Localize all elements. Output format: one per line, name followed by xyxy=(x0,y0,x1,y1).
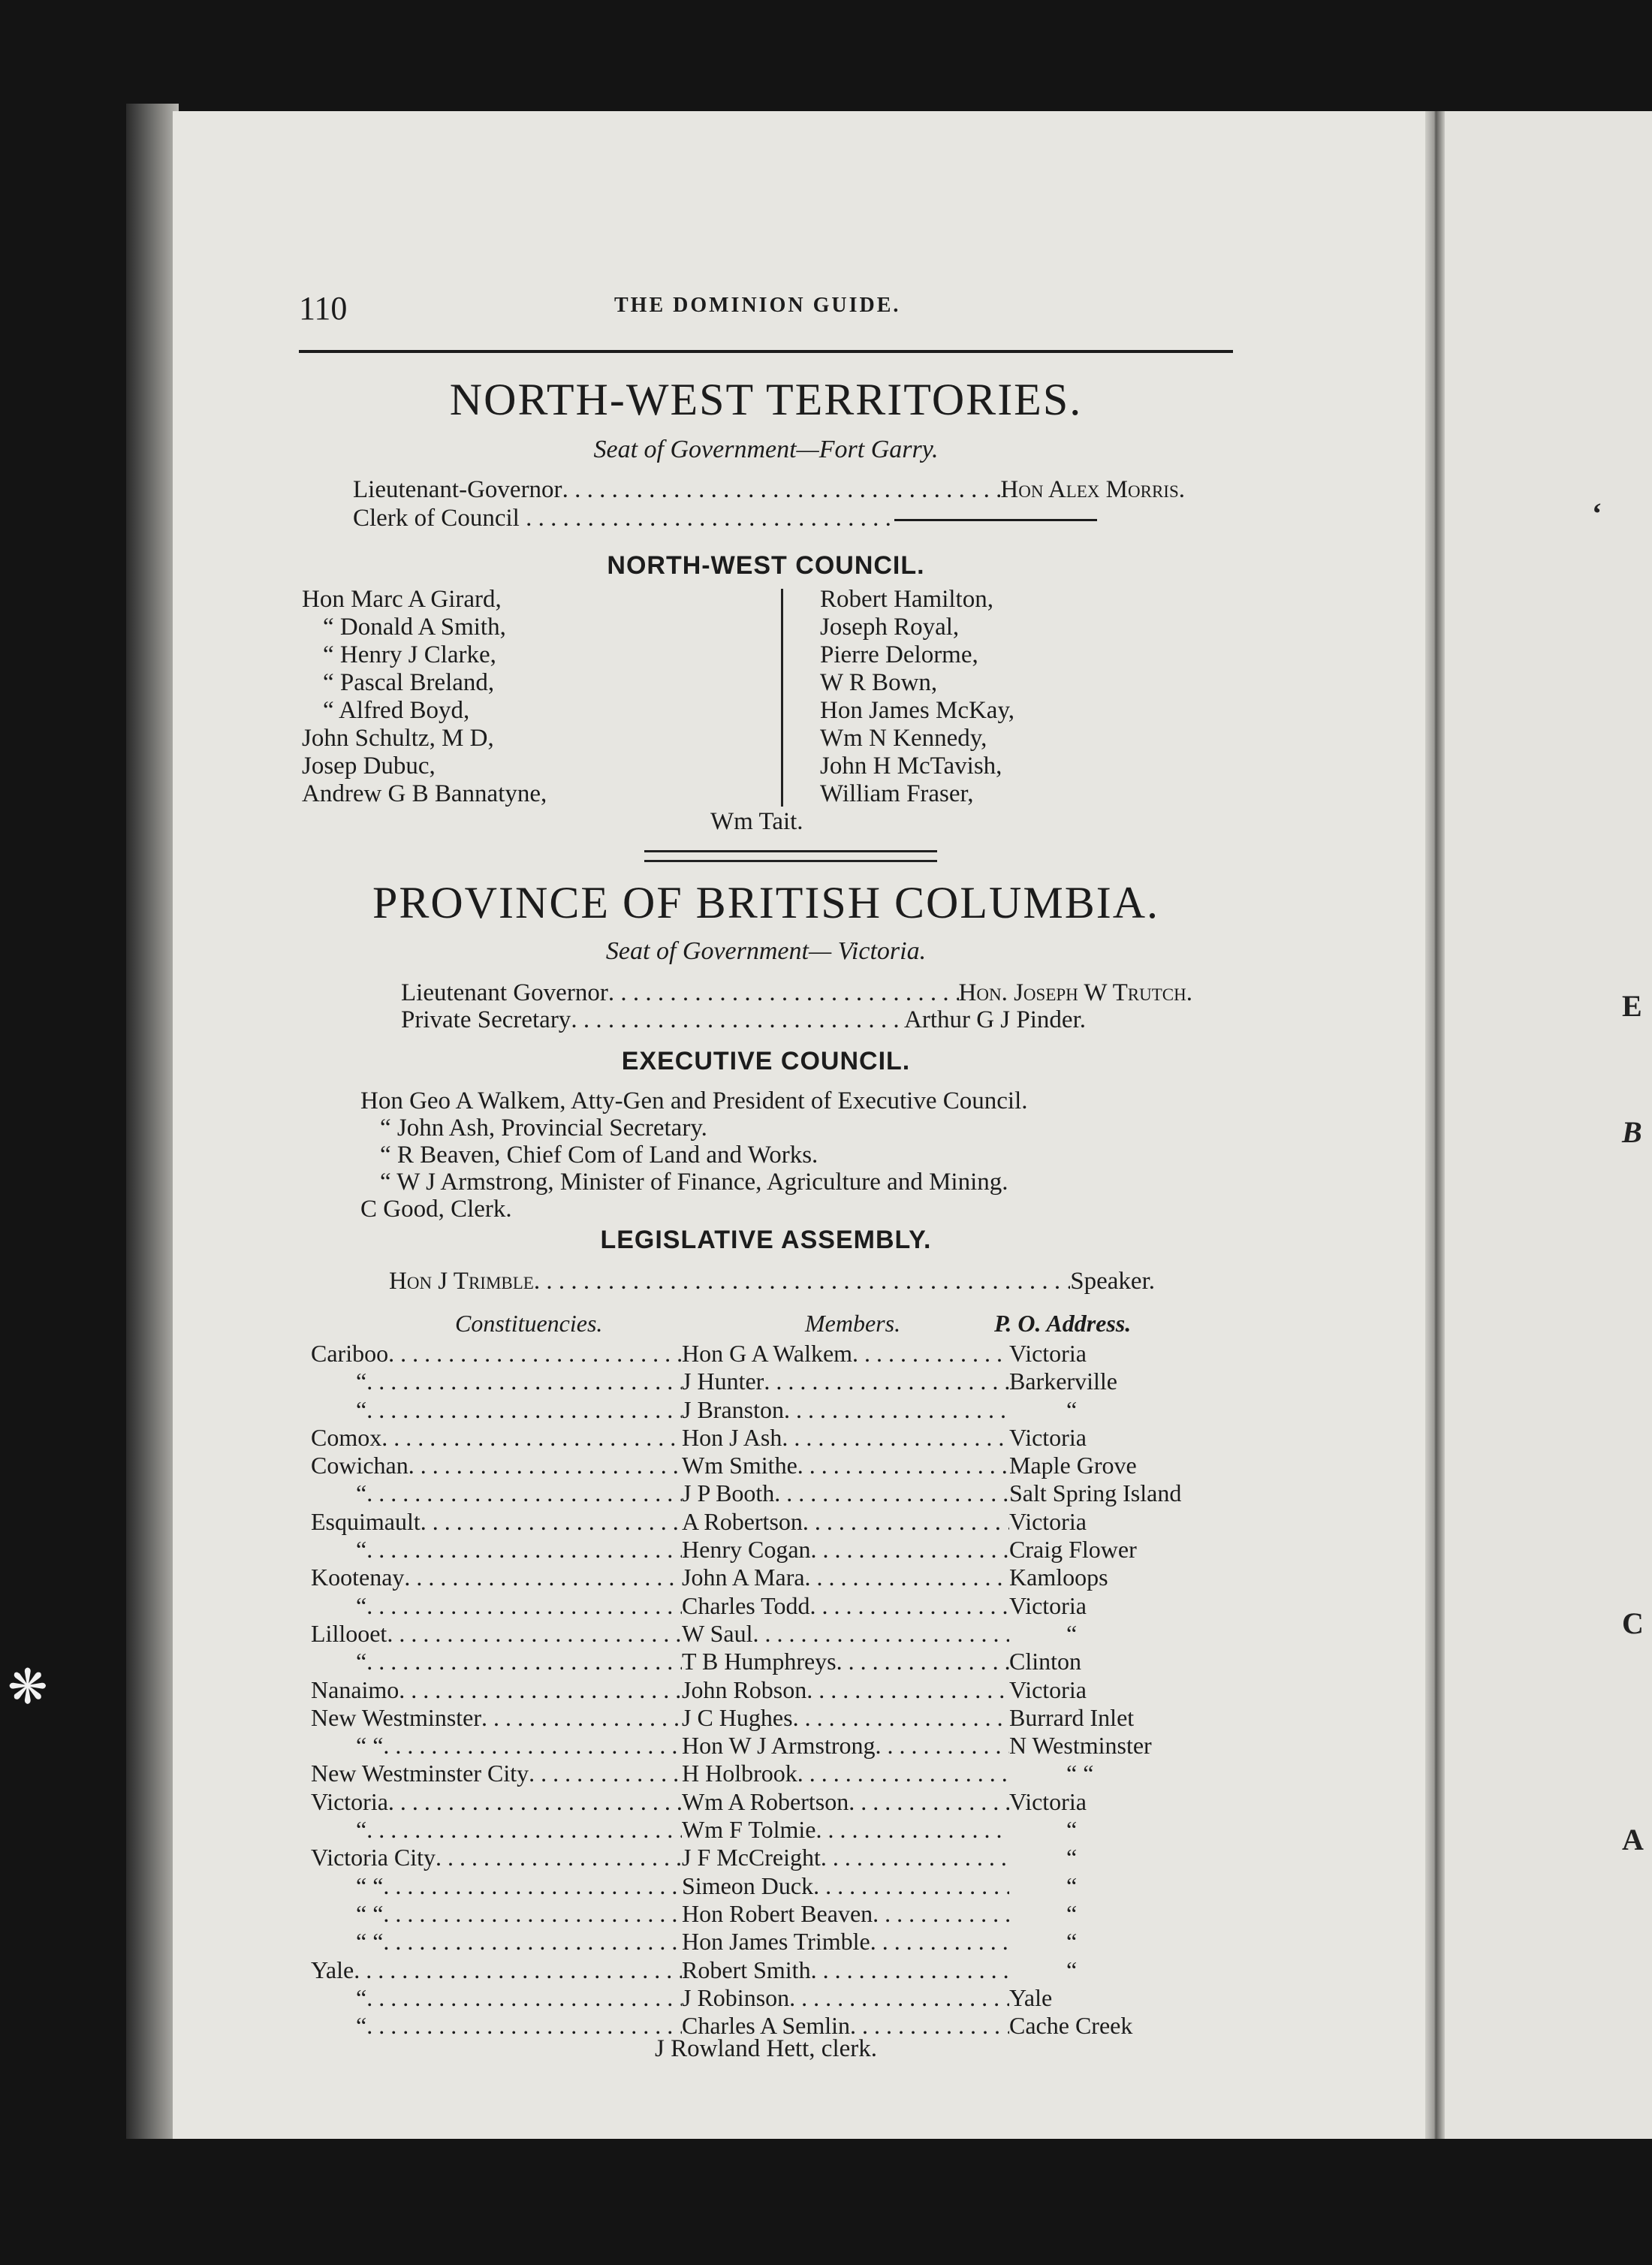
member-name: Henry Cogan xyxy=(682,1536,811,1564)
leader-dots xyxy=(366,1536,682,1564)
member-cell xyxy=(682,1704,1317,1732)
table-row xyxy=(311,1788,1257,1816)
leader-dots xyxy=(421,1508,682,1536)
member-name: Hon Robert Beaven xyxy=(682,1899,873,1927)
council-members-left xyxy=(302,586,547,808)
seat-of-government-nwt: Seat of Government—Fort Garry. xyxy=(593,436,939,463)
constituency-name: “ xyxy=(356,1536,367,1564)
officer-role: Lieutenant Governor xyxy=(401,979,608,1006)
table-row xyxy=(311,1676,1257,1704)
address-cell: “ xyxy=(1066,1928,1078,1956)
member-cell xyxy=(682,1928,1317,1956)
leader-dots xyxy=(789,1984,1009,2012)
constituency-cell xyxy=(311,1368,682,1395)
table-row xyxy=(311,1536,1257,1564)
section-divider xyxy=(644,850,937,862)
leader-dots xyxy=(797,1452,1009,1479)
member-cell xyxy=(682,1732,1317,1760)
constituency-name: “ xyxy=(356,1368,367,1395)
officer-row xyxy=(401,979,1192,1007)
officer-row xyxy=(353,476,1185,504)
member-name: Simeon Duck xyxy=(682,1871,814,1899)
leader-dots xyxy=(388,1788,682,1816)
constituency-cell xyxy=(311,1760,682,1787)
vacant-line xyxy=(894,519,1097,521)
header-rule xyxy=(299,350,1233,353)
leader-dots xyxy=(797,1760,1009,1787)
member-name: A Robertson xyxy=(682,1507,803,1535)
list-item: Hon James McKay, xyxy=(820,697,1015,724)
leader-dots xyxy=(774,1479,1009,1507)
leader-dots xyxy=(852,1340,1009,1368)
address-cell: Barkerville xyxy=(1009,1368,1117,1395)
constituency-cell xyxy=(311,1648,682,1675)
officer-row xyxy=(401,1006,1086,1034)
constituency-cell xyxy=(311,1956,682,1984)
list-item: William Fraser, xyxy=(820,780,974,807)
address-cell: “ xyxy=(1066,1899,1078,1927)
member-name: John A Mara xyxy=(682,1564,805,1591)
list-item: “ Henry J Clarke, xyxy=(323,641,496,668)
member-cell xyxy=(682,1648,1317,1675)
constituency-name: Nanaimo xyxy=(311,1675,399,1703)
constituency-cell xyxy=(311,1816,682,1844)
leader-dots xyxy=(562,476,1001,504)
constituency-name: “ xyxy=(356,1591,367,1619)
constituency-cell xyxy=(311,1479,682,1507)
table-row xyxy=(311,1984,1257,2012)
member-name: Hon J Ash xyxy=(682,1423,782,1451)
member-cell xyxy=(682,1844,1317,1871)
constituency-cell xyxy=(311,1452,682,1479)
constituency-name: New Westminster City xyxy=(311,1760,529,1787)
member-name: J Branston xyxy=(682,1395,784,1423)
moth-icon: ❋ xyxy=(8,1660,48,1714)
address-cell: “ “ xyxy=(1066,1760,1094,1787)
member-cell xyxy=(682,1508,1317,1536)
list-item: “ Alfred Boyd, xyxy=(323,697,470,724)
list-item: “ R Beaven, Chief Com of Land and Works. xyxy=(380,1142,818,1169)
table-row xyxy=(311,1564,1257,1591)
constituency-name: Yale xyxy=(311,1956,354,1983)
constituency-name: “ xyxy=(356,1648,367,1675)
leader-dots xyxy=(816,1816,1010,1844)
book-gutter xyxy=(1425,111,1445,2139)
member-cell xyxy=(682,1424,1317,1452)
facing-page-fragment: A xyxy=(1622,1823,1644,1856)
constituency-name: “ “ xyxy=(356,1899,384,1927)
council-heading: NORTH-WEST COUNCIL. xyxy=(607,551,925,580)
member-cell xyxy=(682,1872,1317,1900)
officer-holder: Arthur G J Pinder. xyxy=(904,1006,1086,1033)
list-item: “ John Ash, Provincial Secretary. xyxy=(380,1114,707,1142)
facing-page-fragment: E xyxy=(1622,989,1642,1023)
leader-dots xyxy=(388,1340,682,1368)
member-name: Hon G A Walkem xyxy=(682,1340,853,1367)
constituency-name: New Westminster xyxy=(311,1703,482,1731)
member-cell xyxy=(682,1984,1317,2012)
leader-dots xyxy=(803,1508,1009,1536)
table-row xyxy=(311,1760,1257,1787)
officer-holder: Hon. Joseph W Trutch. xyxy=(958,979,1192,1006)
constituency-name: Cowichan xyxy=(311,1452,408,1479)
address-cell: Craig Flower xyxy=(1009,1536,1137,1564)
member-name: Hon W J Armstrong xyxy=(682,1732,876,1760)
facing-page-fragment: C xyxy=(1622,1606,1644,1640)
address-cell: N Westminster xyxy=(1009,1732,1152,1760)
constituency-cell xyxy=(311,1984,682,2012)
leader-dots xyxy=(529,1760,682,1787)
constituency-name: Cariboo xyxy=(311,1340,389,1367)
leader-dots xyxy=(366,1648,682,1675)
member-name: J P Booth xyxy=(682,1479,775,1507)
table-row xyxy=(311,1648,1257,1675)
page-number: 110 xyxy=(299,290,348,327)
leader-dots xyxy=(366,1984,682,2012)
list-item: John Schultz, M D, xyxy=(302,725,494,752)
leader-dots xyxy=(404,1564,682,1591)
leader-dots xyxy=(387,1620,682,1648)
member-cell xyxy=(682,1536,1317,1564)
address-cell: Salt Spring Island xyxy=(1009,1479,1182,1507)
list-item: C Good, Clerk. xyxy=(360,1196,512,1223)
table-row xyxy=(311,1928,1257,1956)
leader-dots xyxy=(753,1620,1009,1648)
member-name: John Robson xyxy=(682,1675,807,1703)
constituency-cell xyxy=(311,1900,682,1928)
section-title-nwt: NORTH-WEST TERRITORIES. xyxy=(449,375,1083,424)
officer-holder: Hon Alex Morris. xyxy=(1000,476,1185,503)
facing-page-fragment: B xyxy=(1622,1115,1642,1149)
member-name: J F McCreight xyxy=(682,1844,821,1871)
member-name: Wm F Tolmie xyxy=(682,1816,816,1844)
leader-dots: . . . . . . . . . . . . . . . . . . . . . . . . . . . . . . xyxy=(519,505,891,532)
executive-council-list xyxy=(360,1087,1028,1223)
table-row xyxy=(311,1816,1257,1844)
table-row xyxy=(311,1872,1257,1900)
address-cell: “ xyxy=(1066,1619,1078,1647)
constituency-cell xyxy=(311,1620,682,1648)
table-row xyxy=(311,1704,1257,1732)
constituency-cell xyxy=(311,1536,682,1564)
leader-dots xyxy=(870,1928,1009,1956)
leader-dots xyxy=(805,1564,1009,1591)
constituency-cell xyxy=(311,1872,682,1900)
page-header xyxy=(299,289,1230,327)
council-members-right xyxy=(820,586,1014,808)
member-name: Wm Smithe xyxy=(682,1452,797,1479)
constituency-cell xyxy=(311,1340,682,1368)
leader-dots xyxy=(534,1268,1070,1295)
member-name: Charles Todd xyxy=(682,1591,810,1619)
constituency-cell xyxy=(311,1788,682,1816)
leader-dots xyxy=(784,1396,1009,1424)
constituency-cell xyxy=(311,1732,682,1760)
address-cell: Victoria xyxy=(1009,1340,1087,1367)
leader-dots xyxy=(366,1816,682,1844)
member-cell xyxy=(682,1760,1317,1787)
leader-dots xyxy=(481,1704,682,1732)
assembly-clerk: J Rowland Hett, clerk. xyxy=(654,2035,878,2062)
leader-dots xyxy=(366,1592,682,1620)
table-row xyxy=(311,1956,1257,1984)
constituency-name: Kootenay xyxy=(311,1564,405,1591)
member-name: Charles A Semlin xyxy=(682,2012,850,2040)
constituency-cell xyxy=(311,1676,682,1704)
address-cell: Burrard Inlet xyxy=(1009,1703,1135,1731)
member-cell xyxy=(682,1620,1317,1648)
constituency-name: Victoria City xyxy=(311,1844,436,1871)
constituency-name: “ xyxy=(356,1395,367,1423)
list-item: Robert Hamilton, xyxy=(820,586,993,613)
member-name: H Holbrook xyxy=(682,1760,797,1787)
member-cell xyxy=(682,1676,1317,1704)
member-name: Hon James Trimble xyxy=(682,1928,870,1956)
constituency-cell xyxy=(311,1564,682,1591)
address-cell: “ xyxy=(1066,1956,1078,1983)
leader-dots xyxy=(811,1536,1009,1564)
member-name: T B Humphreys xyxy=(682,1648,837,1675)
table-row xyxy=(311,1844,1257,1871)
speaker-title: Speaker. xyxy=(1070,1268,1155,1295)
constituency-cell xyxy=(311,1928,682,1956)
address-cell: Victoria xyxy=(1009,1591,1087,1619)
council-last-member: Wm Tait. xyxy=(710,808,803,835)
leader-dots xyxy=(383,1872,682,1900)
member-cell xyxy=(682,1564,1317,1591)
list-item: Hon Geo A Walkem, Atty-Gen and President of Executive Council. xyxy=(360,1087,1028,1114)
page-edge xyxy=(126,104,179,2139)
table-row xyxy=(311,1479,1257,1507)
leader-dots xyxy=(354,1956,682,1984)
leader-dots xyxy=(813,1872,1009,1900)
officer-row xyxy=(353,505,1097,532)
leader-dots xyxy=(366,1396,682,1424)
legislative-assembly-heading: LEGISLATIVE ASSEMBLY. xyxy=(600,1226,932,1254)
table-row xyxy=(311,1620,1257,1648)
table-row xyxy=(311,1368,1257,1395)
list-item: Josep Dubuc, xyxy=(302,752,436,780)
facing-page-fragment: ‘ xyxy=(1592,496,1602,530)
member-cell xyxy=(682,1452,1317,1479)
address-cell: Victoria xyxy=(1009,1423,1087,1451)
leader-dots xyxy=(809,1592,1009,1620)
list-item: W R Bown, xyxy=(820,669,938,696)
member-cell xyxy=(682,1340,1317,1368)
officer-role: Clerk of Council xyxy=(353,505,520,532)
constituency-name: “ “ xyxy=(356,1732,384,1760)
leader-dots xyxy=(571,1006,904,1034)
constituency-cell xyxy=(311,1844,682,1871)
list-item: John H McTavish, xyxy=(820,752,1002,780)
member-name: J C Hughes xyxy=(682,1703,793,1731)
constituency-cell xyxy=(311,1424,682,1452)
constituency-cell xyxy=(311,1396,682,1424)
constituency-name: “ xyxy=(356,2012,367,2040)
leader-dots xyxy=(849,1788,1009,1816)
table-row xyxy=(311,1452,1257,1479)
constituency-name: Lillooet xyxy=(311,1619,387,1647)
member-name: J Hunter xyxy=(682,1368,764,1395)
leader-dots xyxy=(383,1928,682,1956)
member-cell xyxy=(682,1816,1317,1844)
address-cell: Victoria xyxy=(1009,1787,1087,1815)
running-title: THE DOMINION GUIDE. xyxy=(614,294,901,317)
member-name: W Saul xyxy=(682,1619,753,1647)
column-header-members: Members. xyxy=(805,1310,901,1337)
member-name: Robert Smith xyxy=(682,1956,811,1983)
section-title-bc: PROVINCE OF BRITISH COLUMBIA. xyxy=(372,878,1160,927)
address-cell: “ xyxy=(1066,1844,1078,1871)
address-cell: Yale xyxy=(1009,1983,1053,2011)
member-name: Wm A Robertson xyxy=(682,1787,849,1815)
leader-dots xyxy=(366,1479,682,1507)
member-name: J Robinson xyxy=(682,1983,790,2011)
constituency-name: “ xyxy=(356,1983,367,2011)
address-cell: Kamloops xyxy=(1009,1564,1108,1591)
table-row xyxy=(311,1396,1257,1424)
list-item: Pierre Delorme, xyxy=(820,641,978,668)
list-item: “ Pascal Breland, xyxy=(323,669,495,696)
constituency-name: Comox xyxy=(311,1423,382,1451)
table-row xyxy=(311,1900,1257,1928)
leader-dots xyxy=(876,1732,1010,1760)
executive-council-heading: EXECUTIVE COUNCIL. xyxy=(621,1047,911,1075)
address-cell: “ xyxy=(1066,1871,1078,1899)
member-cell xyxy=(682,1956,1317,1984)
constituency-name: Victoria xyxy=(311,1787,388,1815)
list-item: Andrew G B Bannatyne, xyxy=(302,780,547,807)
seat-of-government-bc: Seat of Government— Victoria. xyxy=(605,937,927,965)
address-cell: Victoria xyxy=(1009,1675,1087,1703)
leader-dots xyxy=(608,979,959,1007)
constituency-cell xyxy=(311,1508,682,1536)
leader-dots xyxy=(383,1900,682,1928)
leader-dots xyxy=(436,1844,682,1871)
speaker-name: Hon J Trimble xyxy=(389,1268,534,1295)
table-row xyxy=(311,1424,1257,1452)
constituency-name: Esquimault xyxy=(311,1507,421,1535)
member-cell xyxy=(682,1788,1317,1816)
member-cell xyxy=(682,1592,1317,1620)
list-item: Wm N Kennedy, xyxy=(820,725,987,752)
member-cell xyxy=(682,1368,1317,1395)
table-row xyxy=(311,1732,1257,1760)
constituency-name: “ “ xyxy=(356,1871,384,1899)
leader-dots xyxy=(873,1900,1009,1928)
address-cell: Maple Grove xyxy=(1009,1452,1137,1479)
leader-dots xyxy=(383,1732,682,1760)
column-header-constituencies: Constituencies. xyxy=(455,1310,603,1337)
address-cell: “ xyxy=(1066,1816,1078,1844)
leader-dots xyxy=(408,1452,682,1479)
constituency-cell xyxy=(311,1592,682,1620)
address-cell: Victoria xyxy=(1009,1507,1087,1535)
leader-dots xyxy=(381,1424,682,1452)
speaker-row xyxy=(389,1268,1155,1295)
leader-dots xyxy=(793,1704,1009,1732)
member-cell xyxy=(682,1396,1317,1424)
table-row xyxy=(311,1592,1257,1620)
leader-dots xyxy=(764,1368,1009,1395)
facing-page-edge xyxy=(1445,111,1652,2139)
officer-role: Private Secretary xyxy=(401,1006,571,1033)
list-item: “ W J Armstrong, Minister of Finance, Agriculture and Mining. xyxy=(380,1169,1008,1196)
column-header-address: P. O. Address. xyxy=(994,1310,1132,1337)
assembly-table xyxy=(311,1340,1257,2040)
member-cell xyxy=(682,1900,1317,1928)
leader-dots xyxy=(821,1844,1009,1871)
address-cell: “ xyxy=(1066,1395,1078,1423)
member-cell xyxy=(682,1479,1317,1507)
constituency-name: “ “ xyxy=(356,1928,384,1956)
leader-dots xyxy=(806,1676,1009,1704)
officer-role: Lieutenant-Governor xyxy=(353,476,562,503)
table-row xyxy=(311,1508,1257,1536)
constituency-name: “ xyxy=(356,1816,367,1844)
table-row xyxy=(311,1340,1257,1368)
list-item: Joseph Royal, xyxy=(820,614,960,641)
list-item: Hon Marc A Girard, xyxy=(302,586,502,613)
leader-dots xyxy=(366,1368,682,1395)
leader-dots xyxy=(811,1956,1009,1984)
leader-dots xyxy=(782,1424,1009,1452)
address-cell: Clinton xyxy=(1009,1648,1082,1675)
leader-dots xyxy=(399,1676,682,1704)
list-item: “ Donald A Smith, xyxy=(323,614,506,641)
leader-dots xyxy=(837,1648,1009,1675)
constituency-cell xyxy=(311,1704,682,1732)
constituency-name: “ xyxy=(356,1479,367,1507)
column-divider xyxy=(781,589,783,807)
address-cell: Cache Creek xyxy=(1009,2012,1133,2040)
